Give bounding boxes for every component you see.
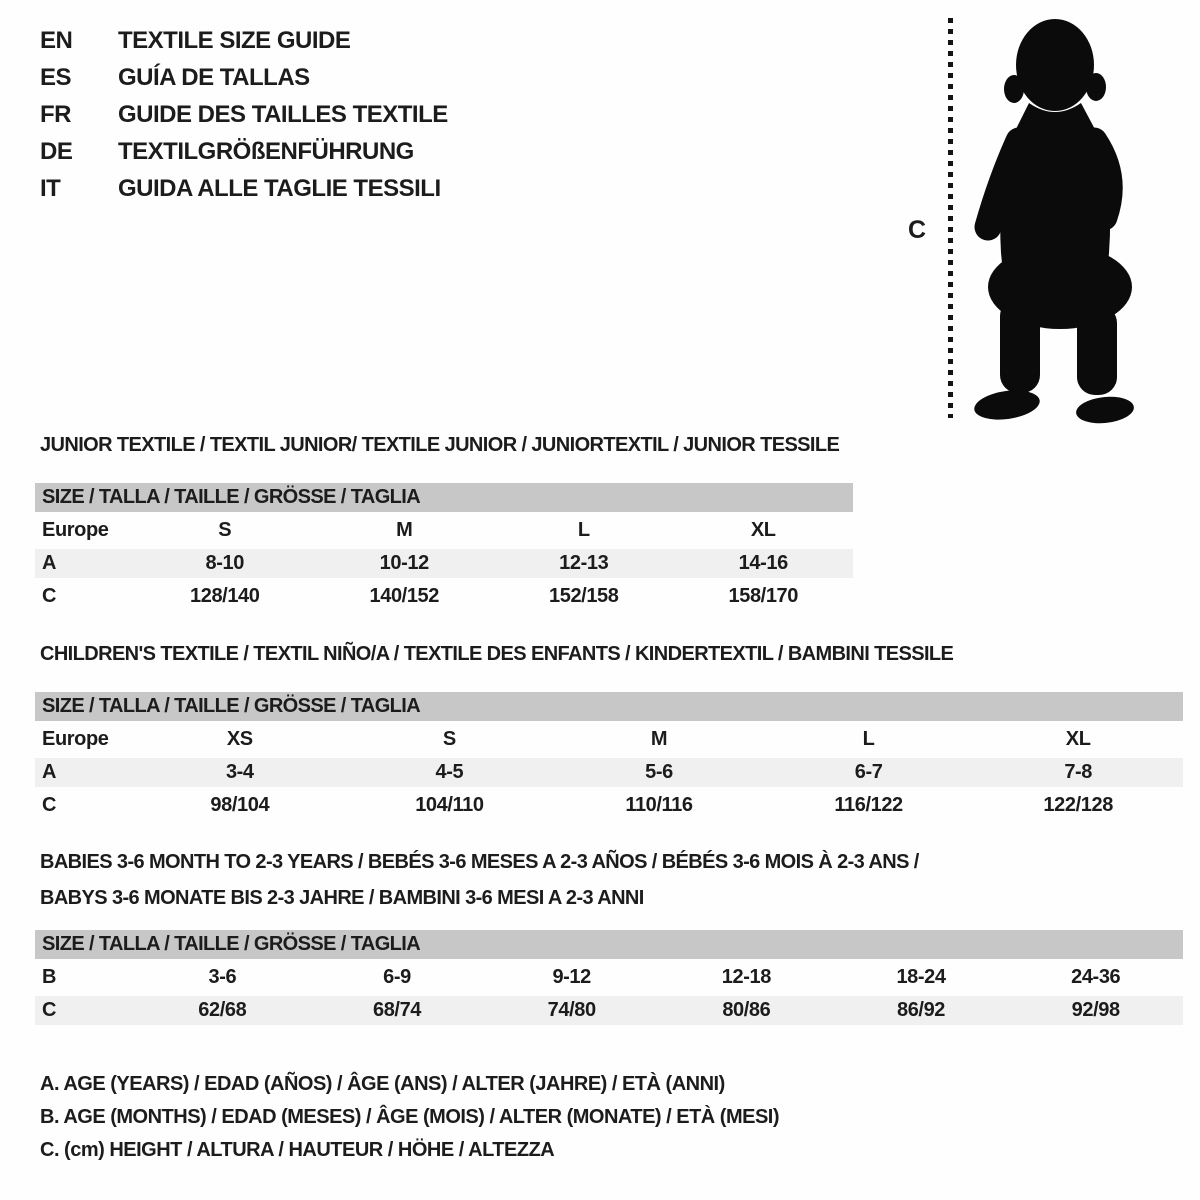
table-cell: 14-16 bbox=[738, 552, 788, 574]
guide-title-en: TEXTILE SIZE GUIDE bbox=[118, 26, 351, 54]
table-cell: 122/128 bbox=[1043, 794, 1113, 816]
babies-size-table bbox=[35, 930, 1183, 1025]
table-cell: 6-9 bbox=[383, 966, 411, 988]
table-cell: XL bbox=[750, 519, 776, 541]
row-label: C bbox=[42, 999, 57, 1021]
section-title-children: CHILDREN'S TEXTILE / TEXTIL NIÑO/A / TEXTILE DES ENFANTS / KINDERTEXTIL / BAMBINI TESSILE bbox=[40, 643, 954, 665]
table-row-europe bbox=[35, 725, 1183, 754]
table-cell: L bbox=[862, 728, 875, 750]
height-measure-dashed-line bbox=[948, 18, 953, 418]
language-row-de bbox=[40, 133, 448, 170]
size-table-header: SIZE / TALLA / TAILLE / GRÖSSE / TAGLIA bbox=[35, 483, 853, 512]
note-age-months: B. AGE (MONTHS) / EDAD (MESES) / ÂGE (MOIS) / ALTER (MONATE) / ETÀ (MESI) bbox=[40, 1106, 780, 1128]
table-cell: XS bbox=[226, 728, 253, 750]
toddler-silhouette-icon bbox=[965, 15, 1145, 427]
table-cell: 116/122 bbox=[834, 794, 903, 816]
table-cell: 6-7 bbox=[854, 761, 883, 783]
row-label: B bbox=[42, 966, 57, 988]
language-code-en: EN bbox=[40, 26, 73, 54]
table-cell: 80/86 bbox=[722, 999, 771, 1021]
junior-size-table bbox=[35, 483, 853, 611]
table-cell: 3-6 bbox=[208, 966, 237, 988]
table-cell: 18-24 bbox=[896, 966, 946, 988]
table-row-age-years bbox=[35, 549, 853, 578]
table-cell: XL bbox=[1065, 728, 1091, 750]
note-height-cm: C. (cm) HEIGHT / ALTURA / HAUTEUR / HÖHE / ALTEZZA bbox=[40, 1139, 555, 1161]
table-cell: 4-5 bbox=[435, 761, 464, 783]
table-cell: S bbox=[442, 728, 456, 750]
height-measure-label: C bbox=[908, 216, 927, 244]
table-cell: 110/116 bbox=[625, 794, 693, 816]
height-figure bbox=[900, 8, 1190, 433]
language-row-it bbox=[40, 170, 448, 207]
table-cell: 86/92 bbox=[896, 999, 946, 1021]
table-cell: 7-8 bbox=[1064, 761, 1093, 783]
guide-title-es: GUÍA DE TALLAS bbox=[118, 63, 310, 91]
table-cell: 5-6 bbox=[645, 761, 673, 783]
language-code-es: ES bbox=[40, 63, 72, 91]
section-title-junior: JUNIOR TEXTILE / TEXTIL JUNIOR/ TEXTILE JUNIOR / JUNIORTEXTIL / JUNIOR TESSILE bbox=[40, 434, 840, 456]
row-label: Europe bbox=[42, 728, 109, 750]
table-cell: 104/110 bbox=[415, 794, 484, 816]
table-row-age-months bbox=[35, 963, 1183, 992]
table-cell: L bbox=[577, 519, 590, 541]
section-title-babies-line1: BABIES 3-6 MONTH TO 2-3 YEARS / BEBÉS 3-6 MESES A 2-3 AÑOS / BÉBÉS 3-6 MOIS À 2-3 ANS / bbox=[40, 851, 919, 873]
row-label: C bbox=[42, 794, 57, 816]
table-row-height bbox=[35, 996, 1183, 1025]
guide-title-de: TEXTILGRÖßENFÜHRUNG bbox=[118, 137, 414, 165]
legend-notes bbox=[40, 1068, 779, 1167]
note-age-years: A. AGE (YEARS) / EDAD (AÑOS) / ÂGE (ANS) / ALTER (JAHRE) / ETÀ (ANNI) bbox=[40, 1073, 725, 1095]
table-cell: 92/98 bbox=[1071, 999, 1120, 1021]
table-cell: M bbox=[396, 519, 413, 541]
table-cell: 3-4 bbox=[225, 761, 254, 783]
table-cell: 128/140 bbox=[190, 585, 260, 607]
row-label: A bbox=[42, 552, 57, 574]
children-size-table bbox=[35, 692, 1183, 820]
table-cell: 158/170 bbox=[728, 585, 798, 607]
table-cell: 12-13 bbox=[559, 552, 609, 574]
table-cell: 62/68 bbox=[198, 999, 247, 1021]
table-cell: S bbox=[218, 519, 232, 541]
language-row-es bbox=[40, 59, 448, 96]
row-label: Europe bbox=[42, 519, 109, 541]
size-table-header: SIZE / TALLA / TAILLE / GRÖSSE / TAGLIA bbox=[35, 692, 1183, 721]
table-cell: 10-12 bbox=[379, 552, 429, 574]
section-babies-textile bbox=[35, 851, 1183, 1029]
table-cell: 74/80 bbox=[547, 999, 596, 1021]
section-childrens-textile bbox=[35, 643, 1183, 824]
table-cell: 8-10 bbox=[205, 552, 244, 574]
language-code-it: IT bbox=[40, 174, 61, 202]
language-row-fr bbox=[40, 96, 448, 133]
guide-title-fr: GUIDE DES TAILLES TEXTILE bbox=[118, 100, 448, 128]
table-row-height bbox=[35, 791, 1183, 820]
table-cell: 140/152 bbox=[369, 585, 439, 607]
guide-title-it: GUIDA ALLE TAGLIE TESSILI bbox=[118, 174, 441, 202]
language-code-de: DE bbox=[40, 137, 73, 165]
section-title-babies-line2: BABYS 3-6 MONATE BIS 2-3 JAHRE / BAMBINI 3-6 MESI A 2-3 ANNI bbox=[40, 887, 644, 909]
row-label: C bbox=[42, 585, 57, 607]
table-cell: M bbox=[650, 728, 668, 750]
section-junior-textile bbox=[35, 434, 853, 615]
table-cell: 68/74 bbox=[372, 999, 422, 1021]
table-row-height bbox=[35, 582, 853, 611]
table-cell: 12-18 bbox=[721, 966, 771, 988]
table-row-europe bbox=[35, 516, 853, 545]
language-row-en bbox=[40, 22, 448, 59]
language-code-fr: FR bbox=[40, 100, 71, 128]
row-label: A bbox=[42, 761, 57, 783]
size-table-header: SIZE / TALLA / TAILLE / GRÖSSE / TAGLIA bbox=[35, 930, 1183, 959]
table-cell: 98/104 bbox=[210, 794, 270, 816]
language-title-block bbox=[40, 22, 448, 207]
table-row-age-years bbox=[35, 758, 1183, 787]
table-cell: 24-36 bbox=[1071, 966, 1121, 988]
table-cell: 9-12 bbox=[552, 966, 591, 988]
table-cell: 152/158 bbox=[549, 585, 619, 607]
